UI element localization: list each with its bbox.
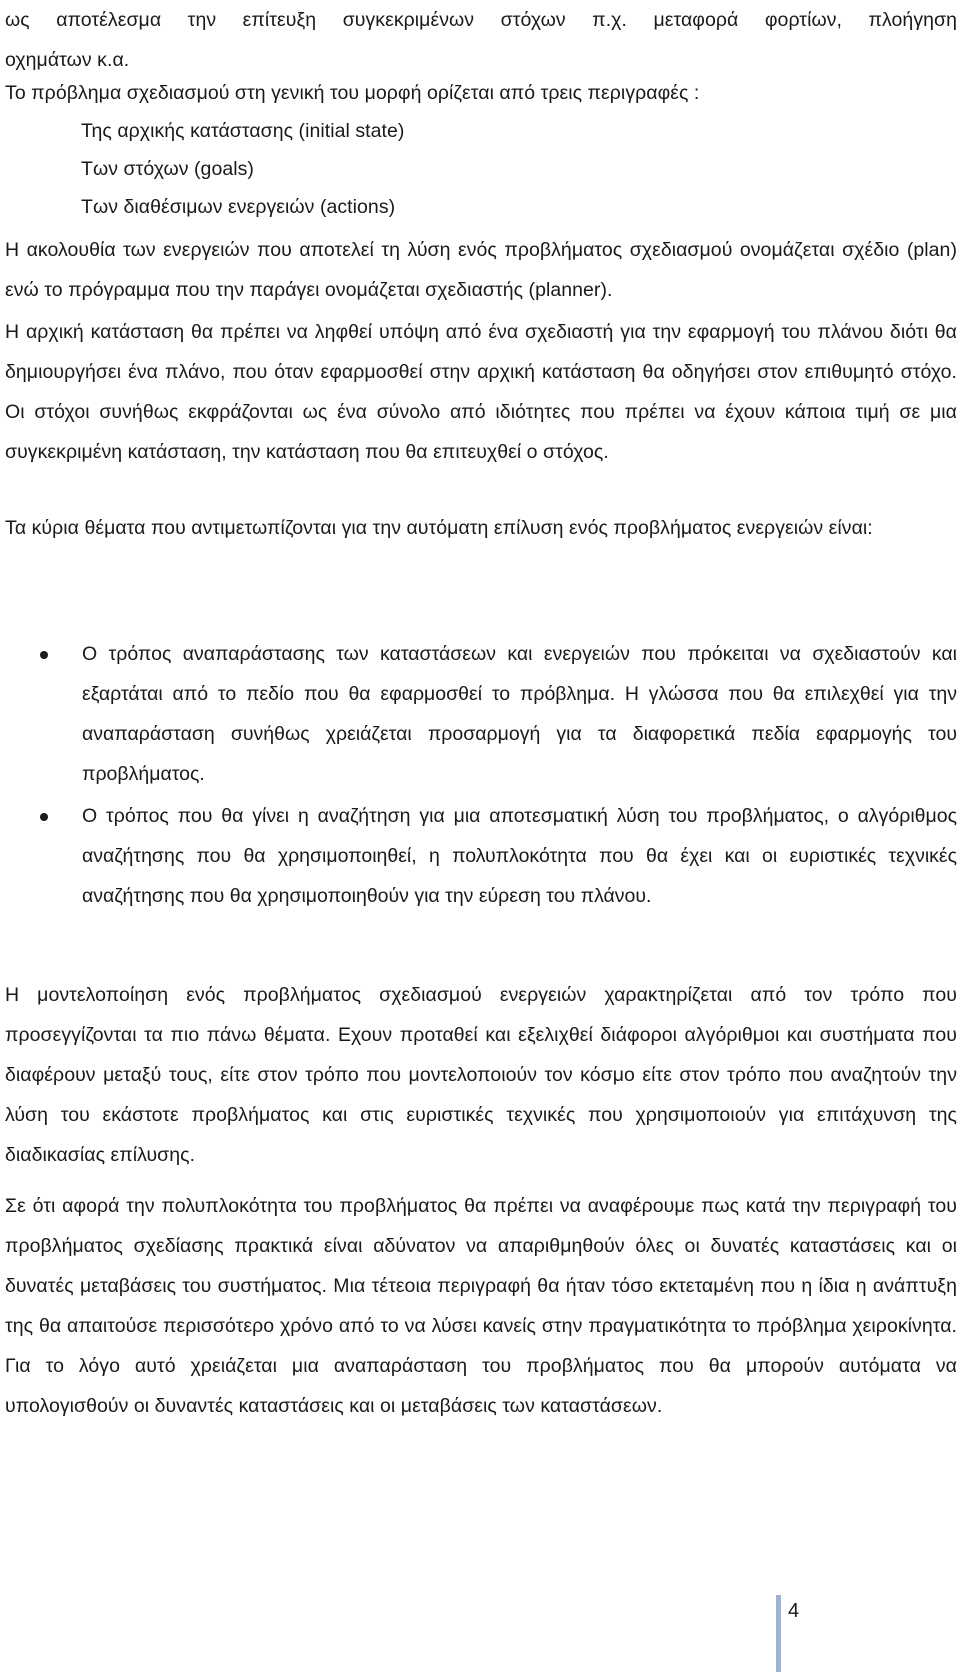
- plan-paragraph: [5, 230, 957, 310]
- list-item: [0, 634, 957, 794]
- bullet-icon: [40, 651, 48, 659]
- list-item-text: Ο τρόπος που θα γίνει η αναζήτηση για μια αποτεσματική λύση του προβλήματος, ο αλγόριθμος αναζήτησης που θα χρησιμοποιηθεί, η πολυπλοκότητα που θα έχει και οι ευριστικές τεχνικές αναζήτησης που θα χρησιμοποιηθούν για την εύρεση του πλάνου.: [82, 805, 957, 907]
- main-issues-intro: [5, 508, 957, 548]
- description-goals: Των στόχων (goals): [81, 158, 254, 180]
- list-item: [0, 796, 957, 916]
- page-number-accent-bar: [776, 1595, 781, 1672]
- intro-paragraph: [5, 0, 957, 80]
- bullet-icon: [40, 813, 48, 821]
- initial-state-paragraph: [5, 312, 957, 472]
- main-issues-intro-text: Τα κύρια θέματα που αντιμετωπίζονται για την αυτόματη επίλυση ενός προβλήματος ενεργειών είναι:: [5, 517, 873, 539]
- list-item-text: Ο τρόπος αναπαράστασης των καταστάσεων και ενεργειών που πρόκειται να σχεδιαστούν και εξαρτάται από το πεδίο που θα εφαρμοσθεί το πρόβλημα. Η γλώσσα που θα επιλεχθεί για την αναπαράσταση συνήθως χρειάζεται προσαρμογή για τα διαφορετικά πεδία εφαρμογής του προβλήματος.: [82, 643, 957, 785]
- modeling-paragraph: [5, 975, 957, 1175]
- plan-paragraph-text: Η ακολουθία των ενεργειών που αποτελεί τη λύση ενός προβλήματος σχεδιασμού ονομάζεται σχέδιο (plan) ενώ το πρόγραμμα που την παράγει ονομάζεται σχεδιαστής (planner).: [5, 239, 957, 301]
- intro-line-2: οχημάτων κ.α.: [5, 49, 130, 71]
- initial-state-paragraph-text: Η αρχική κατάσταση θα πρέπει να ληφθεί υπόψη από ένα σχεδιαστή για την εφαρμογή του πλάνου διότι θα δημιουργήσει ένα πλάνο, που όταν εφαρμοσθεί στην αρχική κατάσταση θα οδηγήσει στον επιθυμητό στόχο. Οι στόχοι συνήθως εκφράζονται ως ένα σύνολο από ιδιότητες που πρέπει να έχουν κάποια τιμή σε μια συγκεκριμένη κατάσταση, την κατάσταση που θα επιτευχθεί ο στόχος.: [5, 321, 957, 463]
- main-issues-list: [0, 634, 957, 916]
- complexity-paragraph-text: Σε ότι αφορά την πολυπλοκότητα του προβλήματος θα πρέπει να αναφέρουμε πως κατά την περιγραφή του προβλήματος σχεδίασης πρακτικά είναι αδύνατον να απαριθμηθούν όλες οι δυνατές καταστάσεις και οι δυνατές μεταβάσεις του συστήματος. Μια τέτεοια περιγραφή θα ήταν τόσο εκτεταμένη που η ίδια η ανάπτυξη της θα απαιτούσε περισσότερο χρόνο από το να λύσει κανείς στην πραγματικότητα το πρόβλημα χειροκίνητα. Για το λόγο αυτό χρειάζεται μια αναπαράσταση του προβλήματος που θα μπορούν αυτόματα να υπολογισθούν οι δυναντές καταστάσεις και οι μεταβάσεις των καταστάσεων.: [5, 1195, 957, 1417]
- problem-definition-section: [5, 74, 957, 226]
- modeling-paragraph-text: Η μοντελοποίηση ενός προβλήματος σχεδιασμού ενεργειών χαρακτηρίζεται από τον τρόπο που προσεγγίζονται τα πιο πάνω θέματα. Εχουν προταθεί και εξελιχθεί διάφοροι αλγόριθμοι και συστήματα που διαφέρουν μεταξύ τους, είτε στον τρόπο που μοντελοποιούν τον κόσμο είτε στον τρόπο που αναζητούν την λύση του εκάστοτε προβλήματος και στις ευριστικές τεχνικές που χρησιμοποιούν για επιτάχυνση της διαδικασίας επίλυσης.: [5, 984, 957, 1166]
- intro-line-1: ως αποτέλεσμα την επίτευξη συγκεκριμένων στόχων π.χ. μεταφορά φορτίων, πλοήγηση: [5, 9, 957, 31]
- description-initial-state: Της αρχικής κατάστασης (initial state): [81, 120, 405, 142]
- problem-definition-text: Το πρόβλημα σχεδιασμού στη γενική του μορφή ορίζεται από τρεις περιγραφές :: [5, 82, 700, 104]
- complexity-paragraph: [5, 1186, 957, 1426]
- description-actions: Των διαθέσιμων ενεργειών (actions): [81, 196, 396, 218]
- page-number: 4: [788, 1600, 800, 1622]
